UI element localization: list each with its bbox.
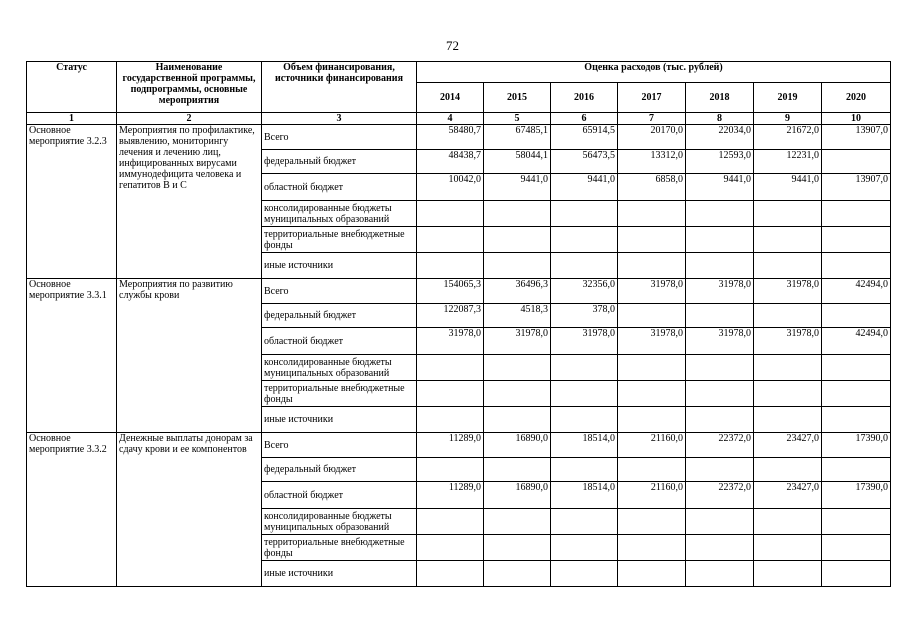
value-cell: 122087,3 (417, 304, 484, 328)
value-cell (822, 458, 891, 482)
value-cell: 22034,0 (686, 125, 754, 150)
value-cell (686, 535, 754, 561)
value-cell (417, 458, 484, 482)
value-cell (618, 304, 686, 328)
value-cell: 13312,0 (618, 150, 686, 174)
value-cell: 58044,1 (484, 150, 551, 174)
value-cell: 21160,0 (618, 482, 686, 509)
funding-source-cell: областной бюджет (262, 482, 417, 509)
funding-source-cell: Всего (262, 279, 417, 304)
column-number: 3 (262, 113, 417, 125)
value-cell (686, 381, 754, 407)
value-cell: 9441,0 (754, 174, 822, 201)
value-cell: 378,0 (551, 304, 618, 328)
year-header: 2020 (822, 83, 891, 113)
value-cell (754, 201, 822, 227)
value-cell: 67485,1 (484, 125, 551, 150)
column-number: 10 (822, 113, 891, 125)
value-cell (417, 407, 484, 433)
value-cell (754, 355, 822, 381)
value-cell (686, 304, 754, 328)
value-cell (686, 561, 754, 587)
funding-source-cell: федеральный бюджет (262, 304, 417, 328)
value-cell: 48438,7 (417, 150, 484, 174)
value-cell (686, 253, 754, 279)
value-cell: 23427,0 (754, 482, 822, 509)
value-cell: 42494,0 (822, 328, 891, 355)
value-cell (551, 227, 618, 253)
column-number: 6 (551, 113, 618, 125)
value-cell (551, 253, 618, 279)
funding-source-cell: Всего (262, 433, 417, 458)
funding-source-cell: иные источники (262, 253, 417, 279)
value-cell (417, 201, 484, 227)
status-cell: Основное мероприятие 3.2.3 (27, 125, 117, 279)
table-row (27, 433, 891, 458)
column-number: 1 (27, 113, 117, 125)
value-cell (822, 561, 891, 587)
value-cell: 36496,3 (484, 279, 551, 304)
year-header: 2014 (417, 83, 484, 113)
value-cell (754, 304, 822, 328)
value-cell (484, 381, 551, 407)
header-estimate: Оценка расходов (тыс. рублей) (417, 62, 891, 83)
header-name: Наименование государственной программы, подпрограммы, основные мероприятия (117, 62, 262, 113)
value-cell (686, 407, 754, 433)
table-row (27, 125, 891, 150)
value-cell: 42494,0 (822, 279, 891, 304)
value-cell (484, 253, 551, 279)
value-cell: 56473,5 (551, 150, 618, 174)
value-cell (551, 535, 618, 561)
value-cell (417, 355, 484, 381)
value-cell (754, 407, 822, 433)
header-status: Статус (27, 62, 117, 113)
value-cell: 12231,0 (754, 150, 822, 174)
expense-table (26, 61, 891, 587)
value-cell (551, 407, 618, 433)
value-cell: 31978,0 (551, 328, 618, 355)
value-cell (822, 535, 891, 561)
value-cell (551, 509, 618, 535)
value-cell (484, 227, 551, 253)
column-number: 2 (117, 113, 262, 125)
value-cell (484, 561, 551, 587)
value-cell (686, 458, 754, 482)
value-cell: 16890,0 (484, 482, 551, 509)
funding-source-cell: территориальные внебюджетные фонды (262, 381, 417, 407)
column-number: 4 (417, 113, 484, 125)
year-header: 2015 (484, 83, 551, 113)
value-cell (618, 381, 686, 407)
value-cell: 9441,0 (484, 174, 551, 201)
value-cell (618, 227, 686, 253)
value-cell (754, 458, 822, 482)
value-cell: 65914,5 (551, 125, 618, 150)
value-cell (618, 201, 686, 227)
value-cell: 17390,0 (822, 433, 891, 458)
value-cell (618, 535, 686, 561)
value-cell: 13907,0 (822, 125, 891, 150)
column-numbers-row (27, 113, 891, 125)
value-cell: 154065,3 (417, 279, 484, 304)
funding-source-cell: федеральный бюджет (262, 150, 417, 174)
status-cell: Основное мероприятие 3.3.1 (27, 279, 117, 433)
value-cell: 18514,0 (551, 433, 618, 458)
value-cell (417, 535, 484, 561)
value-cell: 31978,0 (754, 328, 822, 355)
value-cell (484, 355, 551, 381)
value-cell: 31978,0 (686, 328, 754, 355)
value-cell: 4518,3 (484, 304, 551, 328)
value-cell: 11289,0 (417, 433, 484, 458)
value-cell (417, 227, 484, 253)
value-cell: 22372,0 (686, 482, 754, 509)
value-cell: 31978,0 (484, 328, 551, 355)
value-cell (822, 253, 891, 279)
value-cell: 20170,0 (618, 125, 686, 150)
year-header: 2016 (551, 83, 618, 113)
value-cell: 11289,0 (417, 482, 484, 509)
value-cell (484, 407, 551, 433)
value-cell (417, 509, 484, 535)
value-cell (484, 509, 551, 535)
value-cell: 31978,0 (417, 328, 484, 355)
value-cell (551, 355, 618, 381)
year-header: 2017 (618, 83, 686, 113)
header-volume: Объем финансирования, источники финансирования (262, 62, 417, 113)
value-cell (754, 381, 822, 407)
value-cell: 10042,0 (417, 174, 484, 201)
table-body (27, 125, 891, 587)
value-cell (754, 535, 822, 561)
value-cell (754, 561, 822, 587)
value-cell (754, 227, 822, 253)
value-cell (618, 509, 686, 535)
year-header: 2019 (754, 83, 822, 113)
value-cell (822, 509, 891, 535)
value-cell (618, 407, 686, 433)
value-cell (686, 509, 754, 535)
page-number: 72 (446, 38, 459, 53)
value-cell: 9441,0 (686, 174, 754, 201)
value-cell (686, 227, 754, 253)
value-cell (754, 253, 822, 279)
value-cell: 32356,0 (551, 279, 618, 304)
value-cell (417, 561, 484, 587)
value-cell (618, 253, 686, 279)
funding-source-cell: иные источники (262, 561, 417, 587)
value-cell (822, 304, 891, 328)
value-cell (551, 381, 618, 407)
column-number: 5 (484, 113, 551, 125)
value-cell (417, 381, 484, 407)
funding-source-cell: консолидированные бюджеты муниципальных образований (262, 509, 417, 535)
value-cell: 17390,0 (822, 482, 891, 509)
value-cell (484, 535, 551, 561)
funding-source-cell: консолидированные бюджеты муниципальных образований (262, 355, 417, 381)
value-cell: 22372,0 (686, 433, 754, 458)
value-cell (484, 201, 551, 227)
value-cell: 31978,0 (754, 279, 822, 304)
value-cell (822, 150, 891, 174)
funding-source-cell: областной бюджет (262, 174, 417, 201)
value-cell: 12593,0 (686, 150, 754, 174)
value-cell (417, 253, 484, 279)
funding-source-cell: иные источники (262, 407, 417, 433)
activity-name-cell: Мероприятия по развитию службы крови (117, 279, 262, 433)
value-cell: 31978,0 (686, 279, 754, 304)
funding-source-cell: консолидированные бюджеты муниципальных образований (262, 201, 417, 227)
value-cell: 18514,0 (551, 482, 618, 509)
value-cell (822, 355, 891, 381)
funding-source-cell: территориальные внебюджетные фонды (262, 227, 417, 253)
value-cell (686, 201, 754, 227)
value-cell: 9441,0 (551, 174, 618, 201)
value-cell (754, 509, 822, 535)
value-cell (551, 458, 618, 482)
column-number: 7 (618, 113, 686, 125)
value-cell: 21672,0 (754, 125, 822, 150)
funding-source-cell: федеральный бюджет (262, 458, 417, 482)
column-number: 9 (754, 113, 822, 125)
value-cell (551, 561, 618, 587)
value-cell (822, 407, 891, 433)
year-header: 2018 (686, 83, 754, 113)
value-cell: 6858,0 (618, 174, 686, 201)
activity-name-cell: Денежные выплаты донорам за сдачу крови и ее компонентов (117, 433, 262, 587)
value-cell: 13907,0 (822, 174, 891, 201)
funding-source-cell: территориальные внебюджетные фонды (262, 535, 417, 561)
value-cell: 21160,0 (618, 433, 686, 458)
value-cell (822, 201, 891, 227)
value-cell (484, 458, 551, 482)
value-cell (618, 355, 686, 381)
value-cell (618, 458, 686, 482)
activity-name-cell: Мероприятия по профилактике, выявлению, мониторингу лечения и лечению лиц, инфицированных вирусами иммунодефицита человека и гепатитов В и С (117, 125, 262, 279)
funding-source-cell: Всего (262, 125, 417, 150)
status-cell: Основное мероприятие 3.3.2 (27, 433, 117, 587)
value-cell (686, 355, 754, 381)
value-cell (822, 227, 891, 253)
column-number: 8 (686, 113, 754, 125)
funding-source-cell: областной бюджет (262, 328, 417, 355)
value-cell: 58480,7 (417, 125, 484, 150)
value-cell: 16890,0 (484, 433, 551, 458)
value-cell (551, 201, 618, 227)
value-cell: 31978,0 (618, 279, 686, 304)
value-cell: 23427,0 (754, 433, 822, 458)
table-row (27, 279, 891, 304)
value-cell: 31978,0 (618, 328, 686, 355)
value-cell (618, 561, 686, 587)
value-cell (822, 381, 891, 407)
